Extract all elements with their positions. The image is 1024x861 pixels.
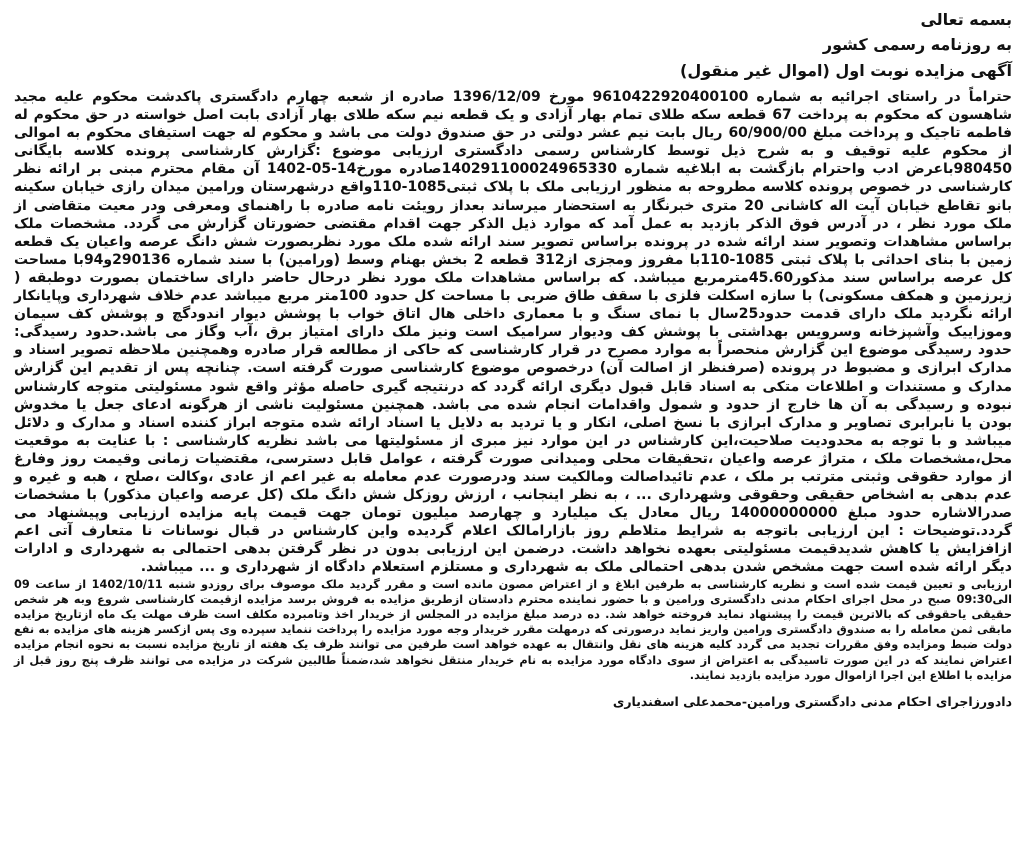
notice-auction-terms-paragraph: ارزیابی و تعیین قیمت شده است و نظریه کارشناسی به طرفین ابلاغ و از اعتراض مصون مانده است و مقرر گردید ملک موصوف برای روزدو شنبه 1402/10/11 از ساعت 09 الی09:30 صبح در محل اجرای احکام مدنی دادگستری ورامین و با حضور نماینده محترم دادستان ازطریق مزایده به فروش برسد مزایده ازقیمت کارشناسی شروع وبه هر شخص حقیقی یاحقوقی که بالاترین قیمت را پیشنهاد نماید فروخته خواهد شد. ده درصد مبلغ مزایده در المجلس از خریدار اخذ وتامبرده مکلف است ظرف مهلت یک ماه ازتاریخ مزایده مابقی ثمن معامله را به صندوق دادگستری ورامین واریز نماید درصورتی که درمهلت مقرر خریدار وجه مورد مزایده را پرداخت ننماید سپرده وی پس ازکسر هزینه های مزایده به نفع دولت ضبط ومزایده وفق مقررات تجدید می گردد کلیه هزینه های نقل وانتقال به عهده خواهد است طرفین می توانند ظرف یک هفته از تاریخ مزایده نسبت به نحوه انجام مزایده اعتراض نمایند که در این صورت تاسیدگی به اعتراض از سوی دادگاه مورد مزایده به نام خریدار منتقل نخواهد شد،ضمناً طالبین شرکت در مزایده می توانند ظرف پنج روز قبل از مزایده با اطلاع این اجرا ازاموال مورد مزایده بازدید نمایند. xyxy=(14,577,1012,682)
notice-title: آگهی مزایده نوبت اول (اموال غیر منقول) xyxy=(680,61,1012,80)
header-recipient: به روزنامه رسمی کشور xyxy=(822,35,1012,54)
notice-main-paragraph: حتراماً در راستای اجرائیه به شماره 9610422920400100 مورخ 1396/12/09 صادره از شعبه چهارم دادگستری پاکدشت محکوم علیه مجید شاهسون که محکوم به پرداخت 67 قطعه سکه طلای تمام بهار آزادی و یک قطعه نیم سکه طلای بهار آزادی بابت اصل خواسته در حق محکوم له فاطمه تاجیک و پرداخت مبلغ 60/900/00 ریال بابت نیم عشر دولتی در حق صندوق دولت می باشد و محکوم له جهت استیفای محکوم به اموالی از محکوم علیه توقیف و به شرح ذیل توسط کارشناس رسمی دادگستری ارزیابی موضوع :گزارش کارشناسی پرونده کلاسه بایگانی 980450باعرض ادب واحترام بازگشت به ابلاغیه شماره 140291100024965330صادره مورخ14-05-1402 آن مقام محترم مبنی بر ارائه نظر کارشناسی در خصوص پرونده کلاسه مطروحه به منظور ارزیابی ملک با پلاک ثبتی1085-110واقع درشهرستان ورامین میدان رازی خیابان سکینه بانو تقاطع خیابان آیت اله کاشانی 20 متری خبرنگار به استحضار میرساند بعداز رویئت نامه صادره با راهنمای ومعرفی ودر معیت متقاضی از ملک مورد نظر ، در آدرس فوق الذکر بازدید به عمل آمد که موارد ذیل الذکر جهت اقدام مقتضی حضورتان گزارش می گردد. مشخصات ملک براساس مشاهدات وتصویر سند ارائه شده در پرونده براساس تصویر سند ارائه شده ملک مورد نظربصورت شش دانگ عرصه واعیان یک قطعه زمین با بنای احداثی با پلاک ثبتی 1085-110با مفروز ومجزی از312 قطعه 2 بخش بهنام وسط (ورامین) با سند شماره 290136و94با مساحت کل عرصه براساس سند مذکور45.60مترمربع میباشد. که براساس مشاهدات ملک مورد نظر درحال حاضر دارای ساختمان بصورت دوطبقه ( زیرزمین و همکف مسکونی) با سازه اسکلت فلزی با سقف طاق ضربی با مساحت کل حدود 100متر مربع میباشد عدم خلاف شهرداری وپایانکار ارائه نگردید ملک دارای قدمت حدود25سال با نمای سنگ و با معماری داخلی هال اتاق خواب با پوشش دیوار اندودگچ و پوشش کف سیمان وموزاییک وآشپزخانه وسرویس بهداشتی با پوشش کف ودیوار سرامیک است ونیز ملک دارای امتیاز برق ،آب وگاز می باشد.حدود رسیدگی: حدود رسیدگی موضوع این گزارش منحصراً به موارد مصرح در قرار کارشناسی که حاکی از مطالعه قرار صادره وهمچنین ملاحظه تصویر اسناد و مدارک ابرازی و مضبوط در پرونده (صرفنظر از اصالت آن) درخصوص موضوع کارشناسی صورت گرفته است. چنانچه پس از تقدیم این گزارش مدارک و مستندات و اطلاعات متکی به اسناد قابل قبول دیگری ارائه گردد که درنتیجه گیری حاصله مؤثر واقع شود مسئولیتی متوجه کارشناس نبوده و رسیدگی به آن ها خارج از حدود و شمول واقدامات انجام شده می باشد. همچنین مسئولیت ناشی از هرگونه ادعای جعل یا مخدوش بودن یا نابرابری تصاویر و مدارک ابرازی با نسخ اصلی، انکار و یا تردید به دلایل یا اسناد ارائه شده متوجه ابراز کننده اسناد و مدارک و دلائل میباشد و با توجه به محدودیت صلاحیت،این کارشناس در این موارد نیز مبری از مسئولیتها می باشد نظریه کارشناسی : با عنایت به موقعیت محل،مشخصات ملک ، متراژ عرصه واعیان ،تحقیقات محلی ومیدانی صورت گرفته ، عوامل قابل دسترسی، مقتضیات زمانی وقیمت روز وفارغ از موارد حقوقی وثبتی مترتب بر ملک ، عدم تائیداصالت ومالکیت سند ودرصورت عدم معامله به غیر اعم از عادی ،وکالت ،صلح ، هبه و غیره و عدم بدهی به اشخاص حقیقی وحقوقی وشهرداری ... ، به نظر اینجانب ، ارزش روزکل شش دانگ ملک (کل عرصه واعیان مذکور) با مشخصات صدرالاشاره حدود مبلغ 14000000000 ریال معادل یک میلیارد و چهارصد میلیون تومان جهت قیمت پایه مزایده ارزیابی وپیشنهاد می گردد.توضیحات : این ارزیابی باتوجه به شرایط متلاطم روز بازارامالک اعلام گردیده واین کارشناس در قبال نوسانات نا متعارف آتی اعم ازافزایش یا کاهش شدیدقیمت مسئولیتی بعهده نخواهد داشت. درضمن این ارزیابی بدون در نظر گرفتن بدهی احتمالی به شهرداری و ادارات دیگر ارائه شده است جهت مشخص شدن بدهی احتمالی ملک به شهرداری و مستلزم استعلام دادگاه از شهرداری و ... میباشد. xyxy=(14,89,1013,576)
header-bismillah: بسمه تعالی xyxy=(920,10,1012,29)
notice-signature: دادورزاجرای احکام مدنی دادگستری ورامین-محمدعلی اسفندیاری xyxy=(612,693,1012,709)
